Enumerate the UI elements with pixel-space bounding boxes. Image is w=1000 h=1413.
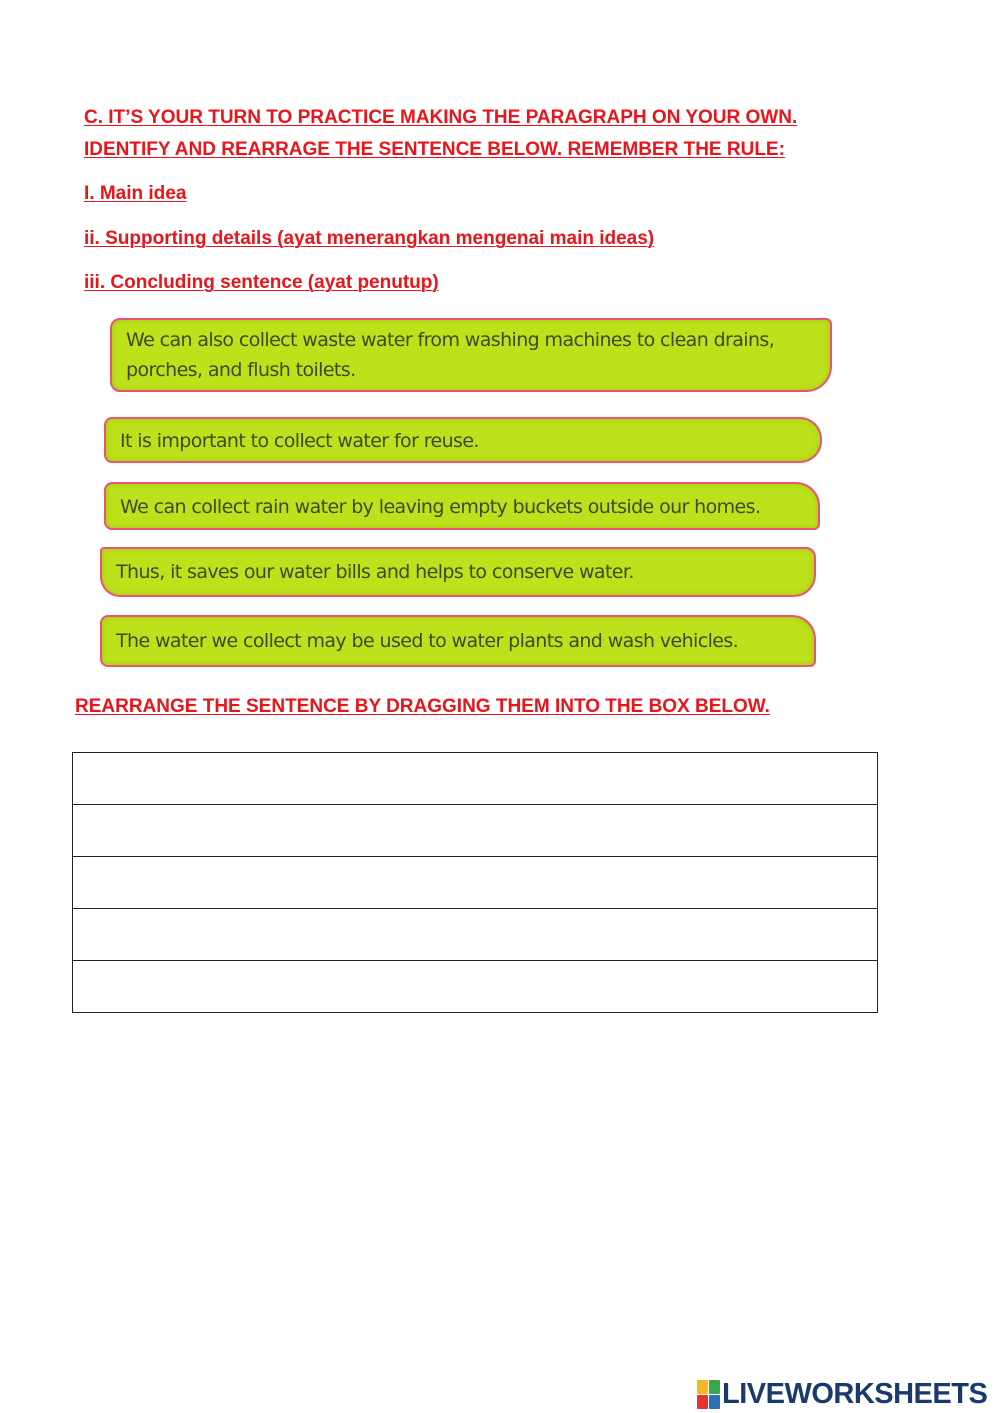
answer-drop-box-3[interactable]: [73, 857, 878, 909]
rule-concluding-sentence: iii. Concluding sentence (ayat penutup): [84, 272, 439, 293]
liveworksheets-logo-icon: [697, 1380, 719, 1408]
sentence-text: It is important to collect water for reuse.: [120, 430, 479, 452]
answer-row: [73, 857, 878, 909]
sentence-strip-4[interactable]: [100, 547, 816, 597]
sentence-strip-2[interactable]: [104, 417, 822, 463]
sentence-text: porches, and flush toilets.: [126, 359, 356, 381]
instruction-heading-line2: IDENTIFY AND REARRAGE THE SENTENCE BELOW. REMEMBER THE RULE:: [84, 139, 785, 160]
answer-drop-box-4[interactable]: [73, 909, 878, 961]
answer-row: [73, 753, 878, 805]
sentence-text: The water we collect may be used to water plants and wash vehicles.: [116, 630, 739, 652]
liveworksheets-logo[interactable]: [697, 1378, 987, 1410]
sentence-strip-1[interactable]: [110, 318, 832, 392]
sentence-strip-5[interactable]: [100, 615, 816, 667]
answer-row: [73, 909, 878, 961]
answer-row: [73, 805, 878, 857]
answer-drop-table: [72, 752, 878, 1013]
sentence-text: We can also collect waste water from washing machines to clean drains,: [126, 329, 775, 351]
logo-wordmark: LIVEWORKSHEETS: [722, 1377, 988, 1410]
instruction-heading-line1: C. IT’S YOUR TURN TO PRACTICE MAKING THE PARAGRAPH ON YOUR OWN.: [84, 107, 798, 128]
sentence-text: Thus, it saves our water bills and helps to conserve water.: [116, 561, 634, 583]
sentence-strip-3[interactable]: [104, 482, 820, 530]
answer-row: [73, 961, 878, 1013]
answer-drop-box-1[interactable]: [73, 753, 878, 805]
sentence-text: We can collect rain water by leaving empty buckets outside our homes.: [120, 496, 761, 518]
answer-drop-box-5[interactable]: [73, 961, 878, 1013]
rule-main-idea: I. Main idea: [84, 183, 187, 204]
rule-supporting-details: ii. Supporting details (ayat menerangkan mengenai main ideas): [84, 228, 655, 249]
answer-drop-box-2[interactable]: [73, 805, 878, 857]
drag-instruction: REARRANGE THE SENTENCE BY DRAGGING THEM INTO THE BOX BELOW.: [75, 696, 770, 717]
